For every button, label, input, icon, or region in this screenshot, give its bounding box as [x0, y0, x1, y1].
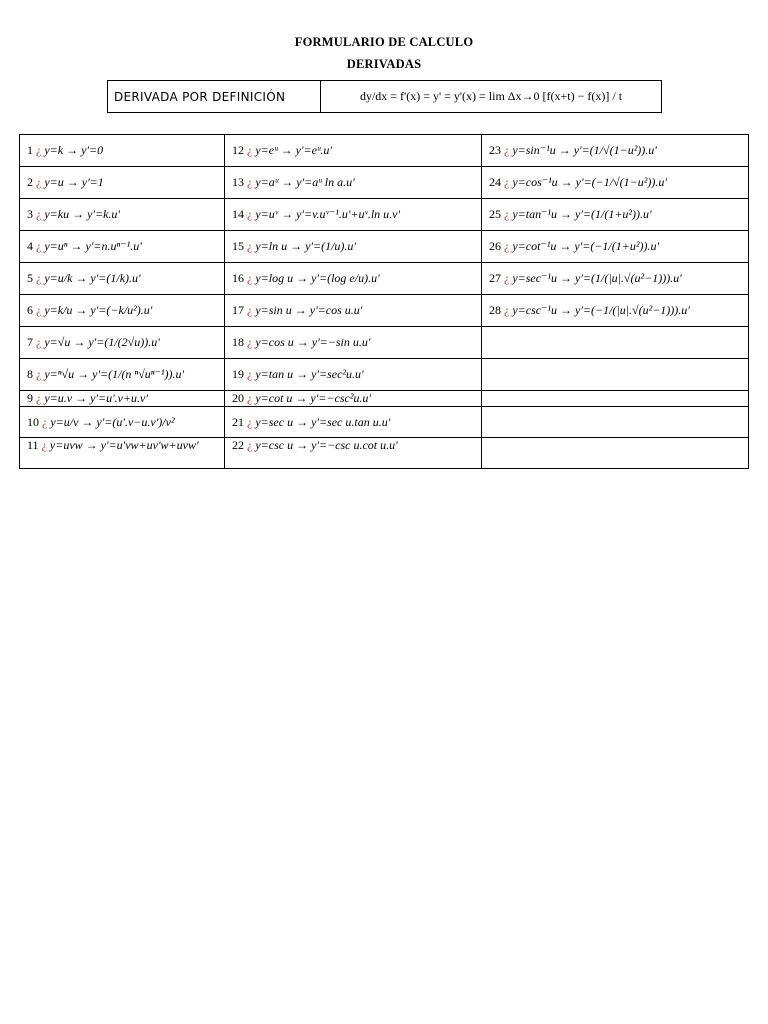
table-row — [20, 359, 749, 391]
table-row — [20, 231, 749, 263]
formula-text: y=u → y'=1 — [44, 175, 104, 189]
formula-marker: ¿ — [244, 207, 256, 221]
formula-text: y=uvw → y'=u'vw+uv'w+uvw' — [49, 438, 199, 452]
formula-marker: ¿ — [38, 438, 50, 452]
formula-number: 20 — [232, 391, 244, 405]
formula-marker: ¿ — [33, 175, 45, 189]
formula-text: y=cos u → y'=−sin u.u' — [255, 335, 371, 349]
formula-marker: ¿ — [33, 239, 45, 253]
empty-cell — [482, 359, 749, 391]
formula-text: y=tan u → y'=sec²u.u' — [255, 367, 364, 381]
table-row — [20, 391, 749, 407]
formula-text: y=√u → y'=(1/(2√u)).u' — [44, 335, 160, 349]
formula-text: y=csc⁻¹u → y'=(−1/(|u|.√(u²−1))).u' — [512, 303, 690, 317]
formula-number: 8 — [27, 367, 33, 381]
formula-number: 23 — [489, 143, 501, 157]
formula-cell — [225, 231, 482, 263]
document-title: FORMULARIO DE CALCULO — [294, 35, 474, 49]
formula-cell — [482, 231, 749, 263]
table-row — [20, 167, 749, 199]
formula-marker: ¿ — [33, 303, 45, 317]
formula-number: 27 — [489, 271, 501, 285]
formula-text: y=sec⁻¹u → y'=(1/(|u|.√(u²−1))).u' — [512, 271, 682, 285]
formula-cell — [225, 438, 482, 469]
formula-number: 12 — [232, 143, 244, 157]
formula-number: 14 — [232, 207, 244, 221]
formula-number: 17 — [232, 303, 244, 317]
table-row — [20, 438, 749, 469]
formula-cell — [482, 199, 749, 231]
formula-text: y=ln u → y'=(1/u).u' — [255, 239, 356, 253]
formula-marker: ¿ — [501, 271, 513, 285]
empty-cell — [482, 407, 749, 438]
table-row — [20, 407, 749, 438]
formula-number: 9 — [27, 391, 33, 405]
table-row — [20, 199, 749, 231]
formula-number: 16 — [232, 271, 244, 285]
formula-cell — [20, 295, 225, 327]
formula-text: y=cot⁻¹u → y'=(−1/(1+u²)).u' — [512, 239, 660, 253]
formula-number: 13 — [232, 175, 244, 189]
formula-cell — [20, 438, 225, 469]
formula-number: 24 — [489, 175, 501, 189]
formula-cell — [20, 135, 225, 167]
formula-marker: ¿ — [501, 303, 513, 317]
formula-marker: ¿ — [501, 143, 513, 157]
formula-cell — [225, 295, 482, 327]
formula-text: y=u/k → y'=(1/k).u' — [44, 271, 141, 285]
formula-marker: ¿ — [501, 239, 513, 253]
formula-cell — [20, 167, 225, 199]
formula-number: 6 — [27, 303, 33, 317]
formula-number: 5 — [27, 271, 33, 285]
formula-cell — [225, 167, 482, 199]
formula-marker: ¿ — [244, 438, 256, 452]
formula-text: y=sin u → y'=cos u.u' — [255, 303, 363, 317]
formula-number: 7 — [27, 335, 33, 349]
formula-cell — [20, 199, 225, 231]
empty-cell — [482, 438, 749, 469]
formula-cell — [225, 391, 482, 407]
formula-cell — [20, 407, 225, 438]
formula-marker: ¿ — [244, 391, 256, 405]
empty-cell — [482, 327, 749, 359]
formula-cell — [225, 135, 482, 167]
formula-number: 28 — [489, 303, 501, 317]
formula-cell — [482, 135, 749, 167]
formula-cell — [225, 199, 482, 231]
formula-cell — [482, 263, 749, 295]
formula-text: y=ⁿ√u → y'=(1/(n ⁿ√uⁿ⁻¹)).u' — [44, 367, 185, 381]
formula-text: y=uᵛ → y'=v.uᵛ⁻¹.u'+uᵛ.ln u.v' — [255, 207, 401, 221]
formula-cell — [225, 327, 482, 359]
definition-table — [107, 80, 662, 113]
formula-text: y=k → y'=0 — [44, 143, 104, 157]
formula-text: y=aᵘ → y'=aᵘ ln a.u' — [255, 175, 355, 189]
formula-text: y=ku → y'=k.u' — [44, 207, 120, 221]
table-row — [20, 327, 749, 359]
formula-number: 10 — [27, 414, 39, 429]
document-subtitle: DERIVADAS — [346, 57, 422, 71]
table-row — [20, 263, 749, 295]
formula-text: y=sin⁻¹u → y'=(1/√(1−u²)).u' — [512, 143, 657, 157]
formula-number: 25 — [489, 207, 501, 221]
formula-text: y=eᵘ → y'=eᵘ.u' — [255, 143, 332, 157]
formula-cell — [20, 231, 225, 263]
formula-number: 15 — [232, 239, 244, 253]
formula-number: 4 — [27, 239, 33, 253]
formula-marker: ¿ — [33, 207, 45, 221]
definition-label: DERIVADA POR DEFINICIÓN — [108, 81, 321, 113]
formula-text: y=cos⁻¹u → y'=(−1/√(1−u²)).u' — [512, 175, 667, 189]
formula-cell — [20, 391, 225, 407]
formula-number: 18 — [232, 335, 244, 349]
formula-marker: ¿ — [33, 391, 45, 405]
formula-marker: ¿ — [244, 271, 256, 285]
formula-text: y=uⁿ → y'=n.uⁿ⁻¹.u' — [44, 239, 142, 253]
formula-text: y=cot u → y'=−csc²u.u' — [255, 391, 371, 405]
formula-marker: ¿ — [244, 335, 256, 349]
formula-marker: ¿ — [244, 175, 256, 189]
formula-cell — [482, 295, 749, 327]
formula-marker: ¿ — [33, 143, 45, 157]
table-row — [20, 295, 749, 327]
formula-cell — [20, 359, 225, 391]
derivatives-table — [19, 134, 749, 469]
formula-number: 21 — [232, 414, 244, 429]
formula-marker: ¿ — [501, 207, 513, 221]
formula-marker: ¿ — [244, 143, 256, 157]
formula-number: 1 — [27, 143, 33, 157]
formula-text: y=k/u → y'=(−k/u²).u' — [44, 303, 153, 317]
formula-number: 3 — [27, 207, 33, 221]
formula-marker: ¿ — [501, 175, 513, 189]
formula-marker: ¿ — [244, 303, 256, 317]
formula-cell — [225, 359, 482, 391]
formula-number: 26 — [489, 239, 501, 253]
formula-text: y=csc u → y'=−csc u.cot u.u' — [255, 438, 398, 452]
formula-marker: ¿ — [39, 414, 51, 429]
formula-number: 22 — [232, 438, 244, 452]
formula-marker: ¿ — [244, 367, 256, 381]
formula-number: 2 — [27, 175, 33, 189]
formula-marker: ¿ — [244, 239, 256, 253]
formula-number: 11 — [27, 438, 39, 452]
formula-marker: ¿ — [244, 414, 256, 429]
formula-cell — [20, 263, 225, 295]
formula-marker: ¿ — [33, 271, 45, 285]
formula-text: y=u.v → y'=u'.v+u.v' — [44, 391, 148, 405]
formula-cell — [482, 167, 749, 199]
formula-cell — [225, 407, 482, 438]
definition-formula: dy/dx = f'(x) = y' = y'(x) = lim Δx→0 [f(x+t) − f(x)] / t — [321, 81, 662, 113]
formula-text: y=u/v → y'=(u'.v−u.v')/v² — [50, 414, 175, 429]
formula-marker: ¿ — [33, 335, 45, 349]
formula-text: y=log u → y'=(log e/u).u' — [255, 271, 380, 285]
formula-number: 19 — [232, 367, 244, 381]
empty-cell — [482, 391, 749, 407]
formula-cell — [225, 263, 482, 295]
formula-cell — [20, 327, 225, 359]
formula-marker: ¿ — [33, 367, 45, 381]
table-row — [20, 135, 749, 167]
formula-text: y=tan⁻¹u → y'=(1/(1+u²)).u' — [512, 207, 652, 221]
formula-text: y=sec u → y'=sec u.tan u.u' — [255, 414, 391, 429]
